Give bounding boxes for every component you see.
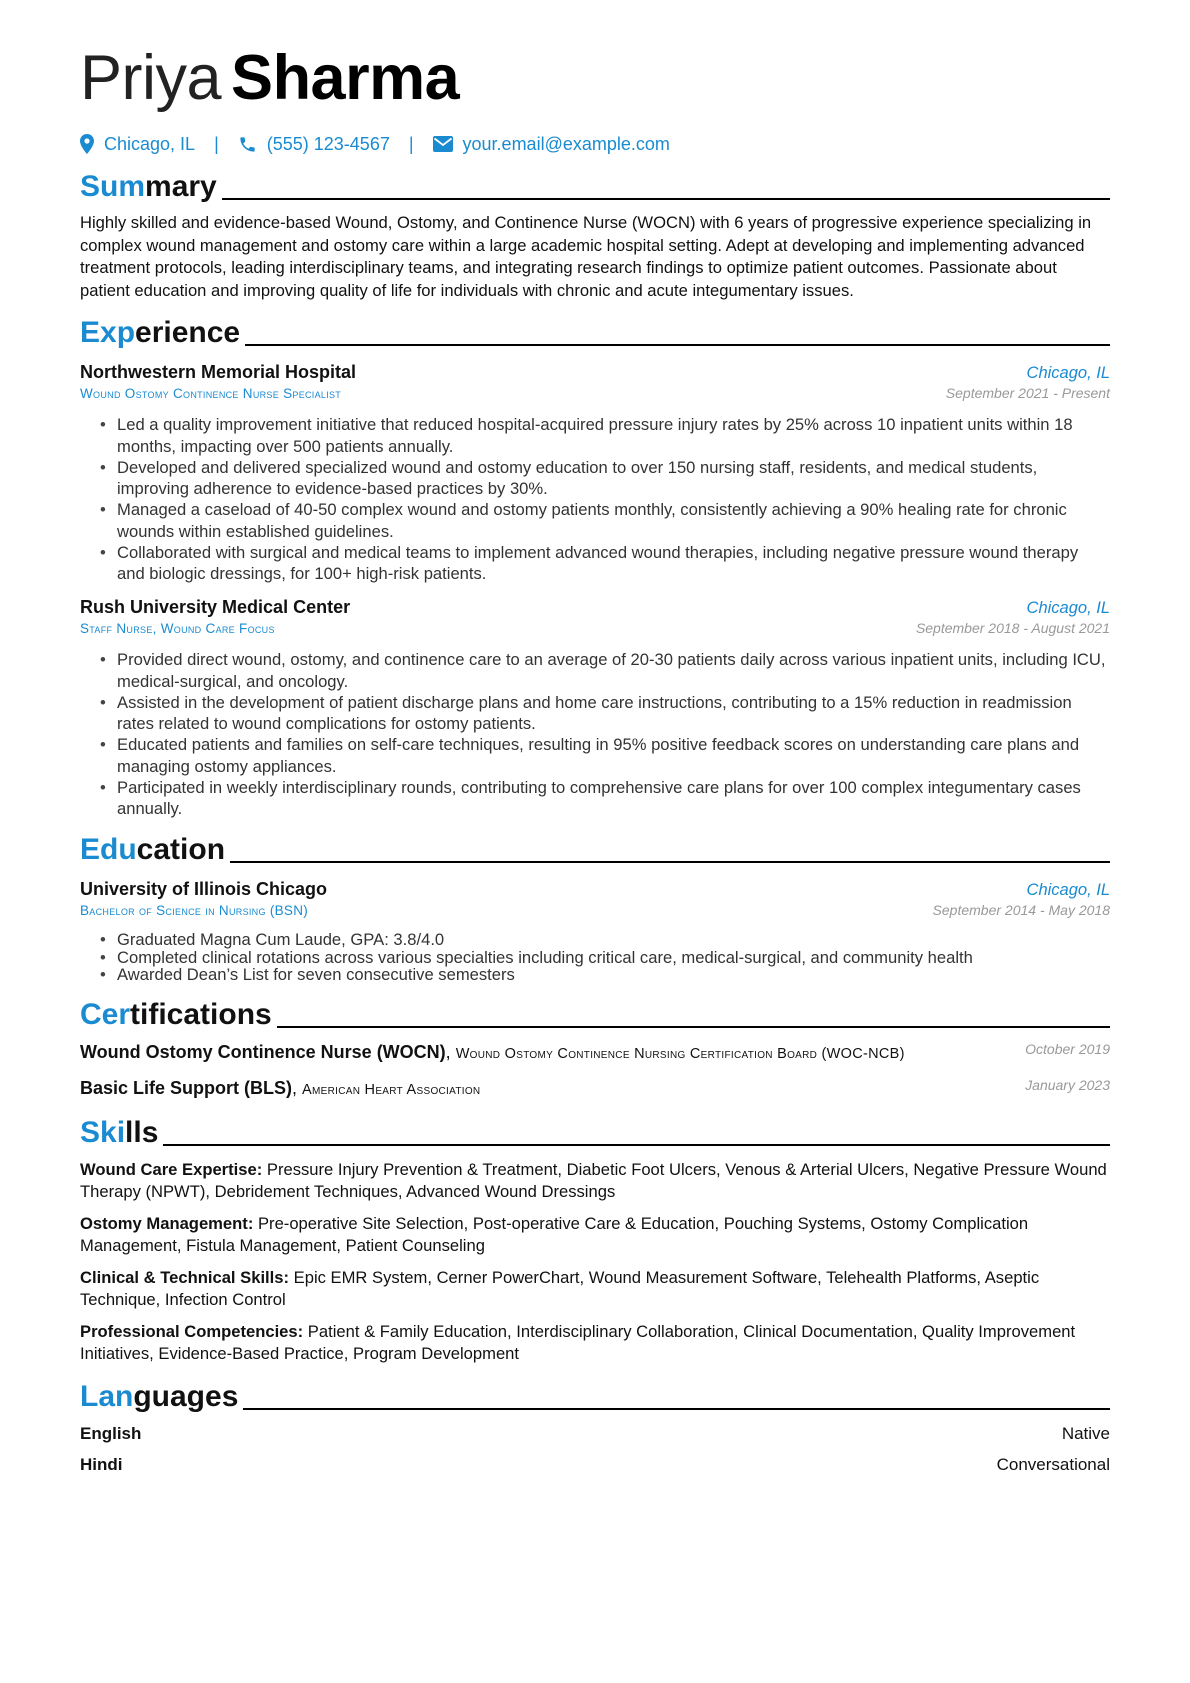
certification-date: January 2023 bbox=[1025, 1076, 1110, 1093]
certification-issuer: Wound Ostomy Continence Nursing Certification Board (WOC-NCB) bbox=[455, 1045, 905, 1062]
experience-heading bbox=[80, 314, 1110, 350]
education-heading bbox=[80, 831, 1110, 867]
list-item: • Led a quality improvement initiative that reduced hospital-acquired pressure injury rates by 25% across 10 inpatient units within 18 months, impacting over 500 patients annually. bbox=[100, 414, 1110, 457]
skill-group-label: Ostomy Management: bbox=[80, 1213, 254, 1233]
heading-accent: Lan bbox=[80, 1379, 134, 1413]
job-bullets bbox=[80, 649, 1110, 820]
contact-email[interactable] bbox=[433, 134, 670, 155]
heading-rule bbox=[243, 1408, 1110, 1410]
certification-issuer: American Heart Association bbox=[302, 1081, 481, 1098]
heading-rest: guages bbox=[133, 1379, 239, 1413]
heading-rule bbox=[245, 344, 1110, 346]
phone-icon bbox=[238, 135, 257, 154]
language-row bbox=[80, 1454, 1110, 1476]
list-item: • Participated in weekly interdisciplinary rounds, contributing to comprehensive care plans for over 100 complex integumentary cases annually. bbox=[100, 777, 1110, 820]
heading-rest: tifications bbox=[130, 997, 272, 1031]
skill-group-items: Epic EMR System, Cerner PowerChart, Wound Measurement Software, Telehealth Platforms, Aseptic Technique, Infection Control bbox=[80, 1267, 1040, 1309]
certification-name: Basic Life Support (BLS) bbox=[80, 1077, 293, 1098]
heading-rule bbox=[222, 198, 1110, 200]
education-dates: September 2014 - May 2018 bbox=[932, 902, 1110, 918]
job-dates: September 2018 - August 2021 bbox=[915, 620, 1110, 636]
map-pin-icon bbox=[80, 134, 94, 154]
first-name: Priya bbox=[80, 43, 222, 113]
envelope-icon bbox=[433, 136, 453, 152]
heading-accent: Exp bbox=[80, 316, 136, 349]
contact-phone[interactable] bbox=[238, 134, 390, 155]
education-entry bbox=[80, 877, 1110, 984]
languages-heading bbox=[80, 1378, 1110, 1414]
location-text: Chicago, IL bbox=[104, 133, 196, 154]
skill-group bbox=[80, 1159, 1110, 1204]
employer-name: Rush University Medical Center bbox=[80, 597, 351, 617]
education-bullets bbox=[80, 931, 1110, 984]
last-name: Sharma bbox=[231, 43, 460, 113]
contact-separator: | bbox=[214, 133, 219, 154]
skill-group-items: Pre-operative Site Selection, Post-operative Care & Education, Pouching Systems, Ostomy Complication Management, Fistula Management, Patient Counseling bbox=[80, 1213, 1029, 1255]
heading-rule bbox=[230, 861, 1110, 863]
heading-rest: lls bbox=[125, 1115, 159, 1149]
heading-accent: Sum bbox=[80, 170, 146, 203]
experience-entry bbox=[80, 360, 1110, 585]
certification-entry: Basic Life Support (BLS), American Heart Association January 2023 bbox=[80, 1076, 1110, 1098]
phone-text: (555) 123-4567 bbox=[266, 133, 390, 154]
heading-accent: Edu bbox=[80, 833, 137, 866]
certification-name: Wound Ostomy Continence Nurse (WOCN) bbox=[80, 1041, 446, 1062]
summary-heading bbox=[80, 168, 1110, 204]
language-level: Conversational bbox=[996, 1454, 1110, 1474]
list-item: • Awarded Dean’s List for seven consecutive semesters bbox=[100, 966, 1110, 984]
language-row bbox=[80, 1423, 1110, 1445]
list-item: • Completed clinical rotations across various specialties including critical care, medical-surgical, and community health bbox=[100, 949, 1110, 967]
language-name: English bbox=[80, 1423, 142, 1443]
skill-group bbox=[80, 1213, 1110, 1258]
heading-rest: cation bbox=[136, 833, 226, 866]
list-item: • Collaborated with surgical and medical teams to implement advanced wound therapies, including negative pressure wound therapy and biologic dressings, for 100+ high-risk patients. bbox=[100, 542, 1110, 585]
heading-rule bbox=[277, 1026, 1110, 1028]
heading-accent: Cer bbox=[80, 997, 131, 1031]
list-item: • Managed a caseload of 40-50 complex wound and ostomy patients monthly, consistently achieving a 90% healing rate for chronic wounds within established guidelines. bbox=[100, 499, 1110, 542]
contact-bar bbox=[80, 132, 1110, 156]
heading-rest: mary bbox=[145, 170, 217, 203]
list-item: • Graduated Magna Cum Laude, GPA: 3.8/4.0 bbox=[100, 931, 1110, 949]
heading-rule bbox=[163, 1144, 1110, 1146]
skills-heading bbox=[80, 1114, 1110, 1150]
degree: Bachelor of Science in Nursing (BSN) bbox=[80, 903, 309, 918]
experience-entry bbox=[80, 595, 1110, 820]
employer-name: Northwestern Memorial Hospital bbox=[80, 362, 357, 382]
job-title: Staff Nurse, Wound Care Focus bbox=[80, 621, 275, 636]
email-link: your.email@example.com bbox=[462, 133, 670, 154]
job-dates: September 2021 - Present bbox=[945, 385, 1110, 401]
candidate-name bbox=[80, 36, 1110, 120]
certifications-heading bbox=[80, 996, 1110, 1032]
job-bullets bbox=[80, 414, 1110, 585]
list-item: • Educated patients and families on self-care techniques, resulting in 95% positive feedback scores on understanding care plans and managing ostomy appliances. bbox=[100, 734, 1110, 777]
summary-text: Highly skilled and evidence-based Wound, Ostomy, and Continence Nurse (WOCN) with 6 years of progressive experience specializing in complex wound management and ostomy care within a large academic hospital setting. Adept at developing and implementing advanced treatment protocols, leading interdisciplinary teams, and integrating research findings to optimize patient outcomes. Passionate about patient education and improving quality of life for individuals with chronic and acute integumentary issues. bbox=[80, 213, 1092, 300]
contact-separator: | bbox=[408, 133, 414, 154]
heading-accent: Ski bbox=[80, 1115, 126, 1149]
certification-date: October 2019 bbox=[1025, 1040, 1110, 1057]
skill-group bbox=[80, 1267, 1110, 1312]
skill-group-label: Professional Competencies: bbox=[80, 1321, 304, 1341]
language-name: Hindi bbox=[80, 1454, 123, 1474]
employer-location: Chicago, IL bbox=[1026, 599, 1110, 617]
job-title: Wound Ostomy Continence Nurse Specialist bbox=[80, 386, 342, 401]
school-name: University of Illinois Chicago bbox=[80, 879, 328, 899]
list-item: • Developed and delivered specialized wound and ostomy education to over 150 nursing staff, residents, and medical students, improving adherence to evidence-based practices by 30%. bbox=[100, 457, 1110, 500]
certification-entry: Wound Ostomy Continence Nurse (WOCN), Wound Ostomy Continence Nursing Certification Board (WOC-NCB) October 2019 bbox=[80, 1040, 1110, 1062]
list-item: • Provided direct wound, ostomy, and continence care to an average of 20-30 patients daily across various inpatient units, including ICU, medical-surgical, and oncology. bbox=[100, 649, 1110, 692]
language-level: Native bbox=[1061, 1423, 1110, 1443]
list-item: • Assisted in the development of patient discharge plans and home care instructions, contributing to a 15% reduction in readmission rates related to wound complications for ostomy patients. bbox=[100, 692, 1110, 735]
skill-group-label: Wound Care Expertise: bbox=[80, 1159, 263, 1179]
contact-location bbox=[80, 134, 195, 155]
employer-location: Chicago, IL bbox=[1026, 364, 1110, 382]
school-location: Chicago, IL bbox=[1026, 881, 1110, 899]
skill-group-items: Patient & Family Education, Interdisciplinary Collaboration, Clinical Documentation, Quality Improvement Initiatives, Evidence-Based Practice, Program Development bbox=[80, 1321, 1076, 1363]
skill-group-items: Pressure Injury Prevention & Treatment, Diabetic Foot Ulcers, Venous & Arterial Ulcers, Negative Pressure Wound Therapy (NPWT), Debridement Techniques, Advanced Wound Dressings bbox=[80, 1159, 1107, 1201]
skill-group-label: Clinical & Technical Skills: bbox=[80, 1267, 290, 1287]
skill-group bbox=[80, 1321, 1110, 1366]
heading-rest: erience bbox=[135, 316, 241, 349]
